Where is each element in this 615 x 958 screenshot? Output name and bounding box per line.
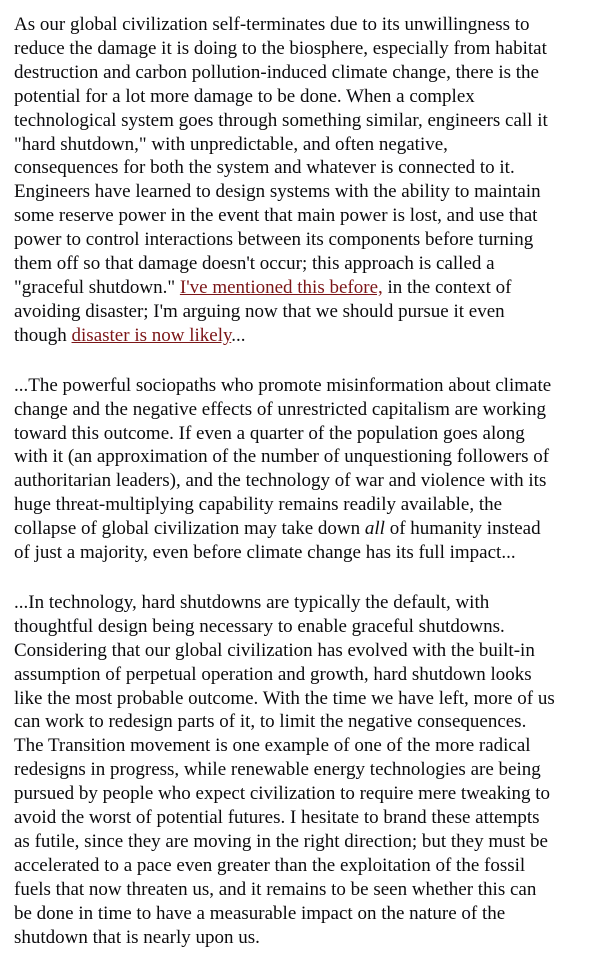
- text-line: [14, 37, 609, 61]
- text-run: with it (an approximation of the number of unquestioning followers of: [14, 446, 550, 468]
- text-run: authoritarian leaders), and the technology of war and violence with its: [14, 470, 547, 492]
- text-line: [14, 782, 609, 806]
- text-line: [14, 541, 609, 565]
- text-line: [14, 180, 609, 204]
- text-line: [14, 398, 609, 422]
- text-line: [14, 133, 609, 157]
- text-run: can work to redesign parts of it, to limit the negative consequences.: [14, 711, 527, 733]
- text-line: [14, 493, 609, 517]
- text-line: [14, 422, 609, 446]
- text-run: The Transition movement is one example of one of the more radical: [14, 735, 531, 757]
- text-line: [14, 445, 609, 469]
- paragraph-1: [14, 13, 609, 348]
- link-ive-mentioned-this-before[interactable]: I've mentioned this before,: [179, 276, 383, 298]
- text-line: [14, 324, 609, 348]
- text-run: as futile, since they are moving in the right direction; but they must be: [14, 831, 548, 852]
- text-line: [14, 13, 609, 37]
- text-run: huge threat-multiplying capability remains readily available, the: [14, 494, 503, 516]
- text-run: ...: [231, 324, 246, 346]
- text-line: [14, 300, 609, 324]
- text-line: [14, 469, 609, 493]
- text-run: them off so that damage doesn't occur; this approach is called a: [14, 253, 495, 275]
- text-run: reduce the damage it is doing to the biosphere, especially from habitat: [14, 37, 547, 59]
- text-run: accelerated to a pace even greater than the exploitation of the fossil: [14, 854, 526, 876]
- text-line: [14, 710, 609, 734]
- text-run: thoughtful design being necessary to enable graceful shutdowns.: [14, 615, 505, 637]
- text-run: toward this outcome. If even a quarter of the population goes along: [14, 422, 525, 444]
- text-run: technological system goes through something similar, engineers call it: [14, 109, 548, 131]
- text-run: of just a majority, even before climate change has its full impact...: [14, 542, 516, 564]
- text-line: [14, 252, 609, 276]
- text-run: avoid the worst of potential futures. I hesitate to brand these attempts: [14, 807, 540, 829]
- text-line: [14, 517, 609, 541]
- text-line: [14, 639, 609, 663]
- emphasized-text: all: [364, 518, 385, 540]
- text-line: [14, 806, 609, 830]
- text-run: though: [14, 324, 72, 346]
- text-line: [14, 85, 609, 109]
- article-body: [14, 13, 609, 950]
- text-line: [14, 109, 609, 133]
- text-run: ...In technology, hard shutdowns are typically the default, with: [14, 591, 490, 613]
- text-run: Engineers have learned to design systems with the ability to maintain: [14, 181, 541, 203]
- text-run: in the context of: [382, 276, 512, 298]
- text-line: [14, 687, 609, 711]
- text-line: [14, 591, 609, 615]
- text-run: assumption of perpetual operation and growth, hard shutdown looks: [14, 663, 532, 685]
- text-run: "graceful shutdown.": [14, 276, 180, 298]
- text-run: consequences for both the system and whatever is connected to it.: [14, 157, 515, 179]
- text-line: [14, 926, 609, 950]
- text-line: [14, 878, 609, 902]
- text-run: pursued by people who expect civilization to require mere tweaking to: [14, 783, 551, 805]
- text-run: shutdown that is nearly upon us.: [14, 926, 260, 948]
- text-run: As our global civilization self-terminates due to its unwillingness to: [14, 14, 530, 35]
- text-line: [14, 758, 609, 782]
- text-run: change and the negative effects of unrestricted capitalism are working: [14, 398, 546, 420]
- paragraph-2: [14, 374, 609, 565]
- link-disaster-is-now-likely[interactable]: disaster is now likely: [71, 324, 232, 346]
- text-run: some reserve power in the event that main power is lost, and use that: [14, 205, 538, 227]
- text-run: of humanity instead: [384, 518, 541, 540]
- text-line: [14, 276, 609, 300]
- text-line: [14, 615, 609, 639]
- paragraph-3: [14, 591, 609, 950]
- text-run: "hard shutdown," with unpredictable, and often negative,: [14, 133, 448, 155]
- text-run: be done in time to have a measurable impact on the nature of the: [14, 902, 506, 924]
- text-run: power to control interactions between its components before turning: [14, 229, 534, 251]
- text-line: [14, 734, 609, 758]
- text-run: Considering that our global civilization has evolved with the built-in: [14, 639, 535, 661]
- text-line: [14, 156, 609, 180]
- text-line: [14, 663, 609, 687]
- text-line: [14, 854, 609, 878]
- text-run: ...The powerful sociopaths who promote misinformation about climate: [14, 374, 552, 396]
- text-run: avoiding disaster; I'm arguing now that we should pursue it even: [14, 300, 505, 322]
- text-run: like the most probable outcome. With the time we have left, more of us: [14, 687, 555, 709]
- text-line: [14, 61, 609, 85]
- text-line: [14, 204, 609, 228]
- text-run: fuels that now threaten us, and it remains to be seen whether this can: [14, 878, 537, 900]
- text-run: destruction and carbon pollution-induced climate change, there is the: [14, 61, 539, 83]
- text-run: collapse of global civilization may take down: [14, 518, 365, 540]
- text-run: potential for a lot more damage to be done. When a complex: [14, 85, 475, 107]
- text-line: [14, 902, 609, 926]
- text-line: [14, 830, 609, 854]
- text-line: [14, 228, 609, 252]
- text-run: redesigns in progress, while renewable energy technologies are being: [14, 759, 541, 781]
- text-line: [14, 374, 609, 398]
